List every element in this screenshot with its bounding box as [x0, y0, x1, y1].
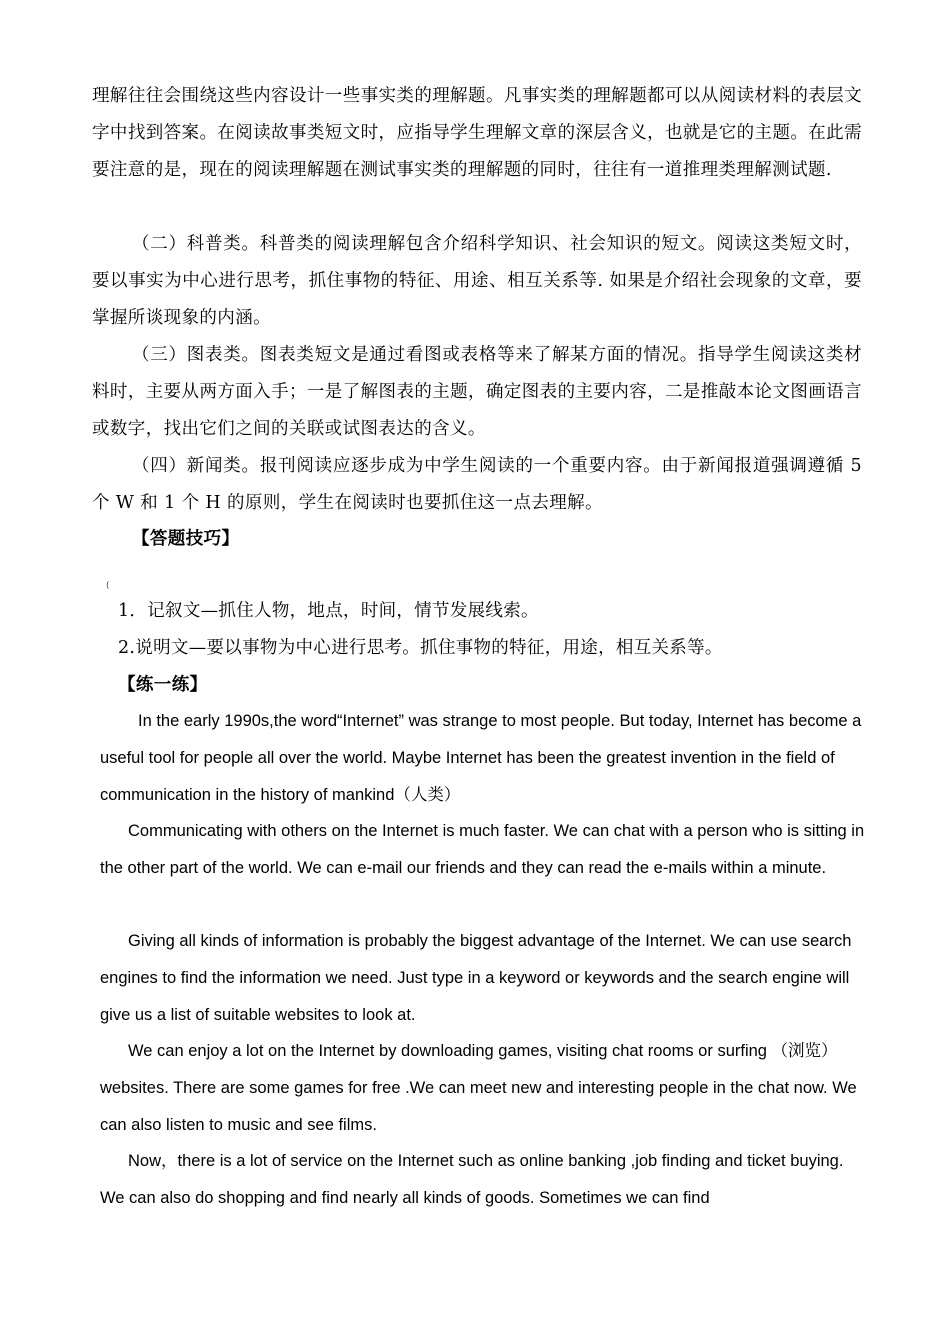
- paragraph-charts: （三）图表类。图表类短文是通过看图或表格等来了解某方面的情况。指导学生阅读这类材料时，主要从两方面入手；一是了解图表的主题，确定图表的主要内容，二是推敲本论文图画语言或数字，找出它们之间的关联或试图表达的含义。: [92, 345, 862, 439]
- paragraph-science: （二）科普类。科普类的阅读理解包含介绍科学知识、社会知识的短文。阅读这类短文时，要以事实为中心进行思考，抓住事物的特征、用途、相互关系等. 如果是介绍社会现象的文章，要掌握所谈现象的内涵。: [92, 234, 862, 328]
- paragraph-news: （四）新闻类。报刊阅读应逐步成为中学生阅读的一个重要内容。由于新闻报道强调遵循 5 个 W 和 1 个 H 的原则，学生在阅读时也要抓住这一点去理解。: [92, 456, 862, 513]
- tip-item-expository: 2.说明文—要以事物为中心进行思考。抓住事物的特征，用途，相互关系等。: [118, 638, 723, 658]
- practice-heading: 【练一练】: [118, 675, 208, 695]
- stray-mark: (: [106, 581, 110, 591]
- practice-paragraph-3: Giving all kinds of information is probably the biggest advantage of the Internet. We can use search engines to find the information we need. Just type in a keyword or keywords and the search engine will give us a list of suitable websites to look at.: [100, 932, 852, 1024]
- tip-item-narrative: 1．记叙文—抓住人物，地点，时间，情节发展线索。: [118, 601, 539, 621]
- practice-paragraph-4: We can enjoy a lot on the Internet by downloading games, visiting chat rooms or surfing （浏览）websites. There are some games for free .We can meet new and interesting people in the chat now. We can also listen to music and see films.: [100, 1042, 857, 1134]
- practice-paragraph-2: Communicating with others on the Internet is much faster. We can chat with a person who is sitting in the other part of the world. We can e-mail our friends and they can read the e-mails within a minute.: [100, 822, 865, 877]
- practice-paragraph-5: Now，there is a lot of service on the Internet such as online banking ,job finding and ticket buying. We can also do shopping and find nearly all kinds of goods. Sometimes we can find: [100, 1152, 844, 1207]
- paragraph-intro: 理解往往会围绕这些内容设计一些事实类的理解题。凡事实类的理解题都可以从阅读材料的表层文字中找到答案。在阅读故事类短文时，应指导学生理解文章的深层含义，也就是它的主题。在此需要注意的是，现在的阅读理解题在测试事实类的理解题的同时，往往有一道推理类理解测试题.: [92, 86, 862, 180]
- practice-paragraph-1: In the early 1990s,the word“Internet” was strange to most people. But today, Internet has become a useful tool for people all over the world. Maybe Internet has been the greatest invention in the field of communication in the history of mankind（人类）: [100, 712, 862, 804]
- tips-heading: 【答题技巧】: [132, 529, 240, 549]
